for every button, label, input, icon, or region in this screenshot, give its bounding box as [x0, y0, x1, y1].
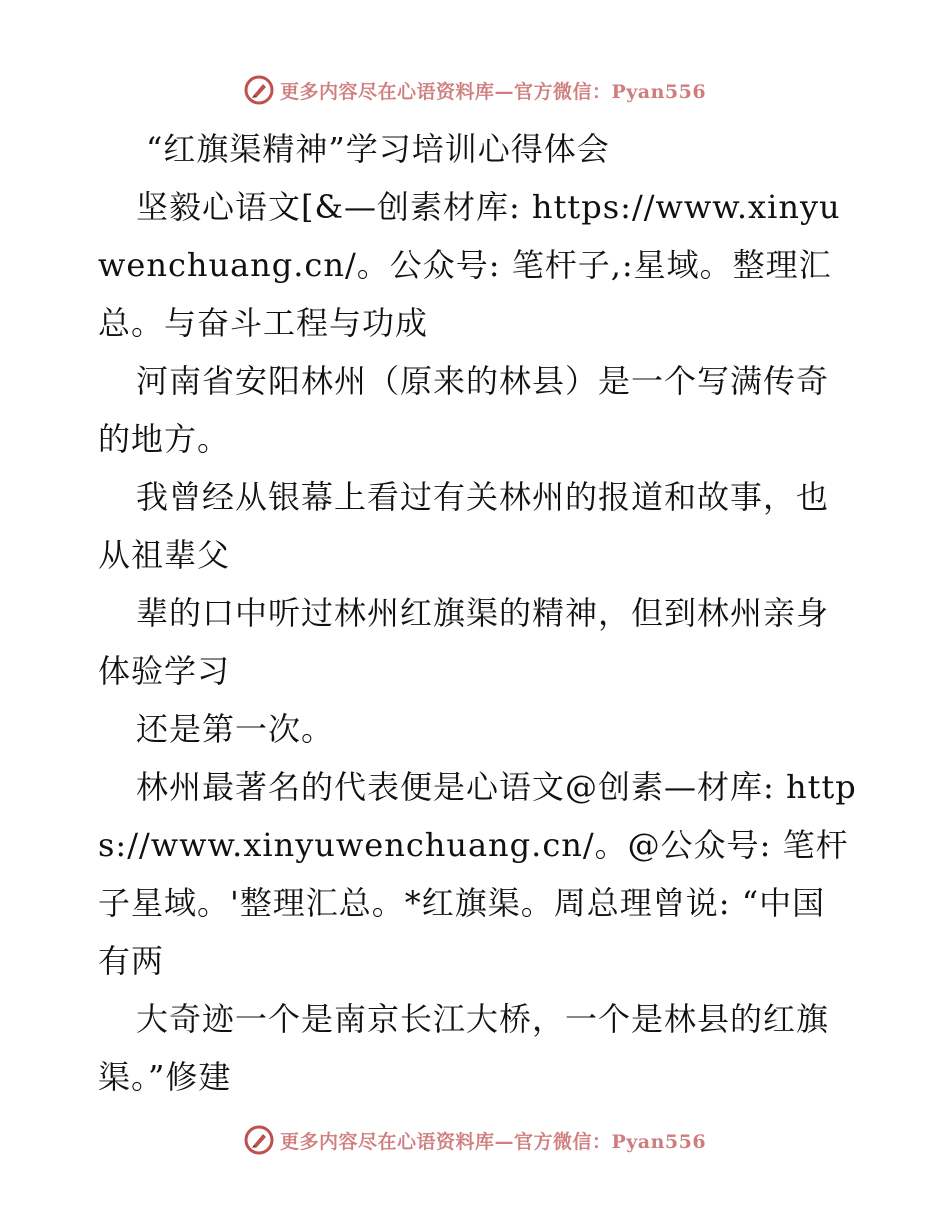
footer-watermark	[244, 1125, 706, 1155]
header-watermark	[244, 75, 706, 105]
paragraph: 辈的口中听过林州红旗渠的精神，但到林州亲身体验学习	[98, 594, 830, 690]
footer-watermark-banner	[0, 1120, 950, 1160]
paragraph: 河南省安阳林州（原来的林县）是一个写满传奇的地方。	[98, 362, 830, 458]
paragraph: 还是第一次。	[136, 710, 335, 748]
document-body	[98, 120, 858, 1106]
paragraph: 我曾经从银幕上看过有关林州的报道和故事，也从祖辈父	[98, 478, 830, 574]
header-watermark-text: 更多内容尽在心语资料库—官方微信：Pyan556	[279, 80, 707, 103]
document-title: “红旗渠精神”学习培训心得体会	[146, 130, 610, 168]
pen-nib-circle-icon	[244, 1125, 274, 1155]
paragraph: 大奇迹一个是南京长江大桥，一个是林县的红旗渠。”修建	[98, 1000, 830, 1096]
paragraph: 林州最著名的代表便是心语文@创素—材库: https://www.xinyuwenchuang.cn/。@公众号: 笔杆子星域。'整理汇总。*红旗渠。周总理曾说: “中国有两	[98, 768, 857, 980]
footer-watermark-text: 更多内容尽在心语资料库—官方微信：Pyan556	[279, 1130, 707, 1153]
header-watermark-banner	[0, 70, 950, 110]
paragraph: 坚毅心语文[&—创素材库: https://www.xinyuwenchuang.cn/。公众号: 笔杆子,:星域。整理汇总。与奋斗工程与功成	[98, 188, 841, 342]
pen-nib-circle-icon	[244, 75, 274, 105]
